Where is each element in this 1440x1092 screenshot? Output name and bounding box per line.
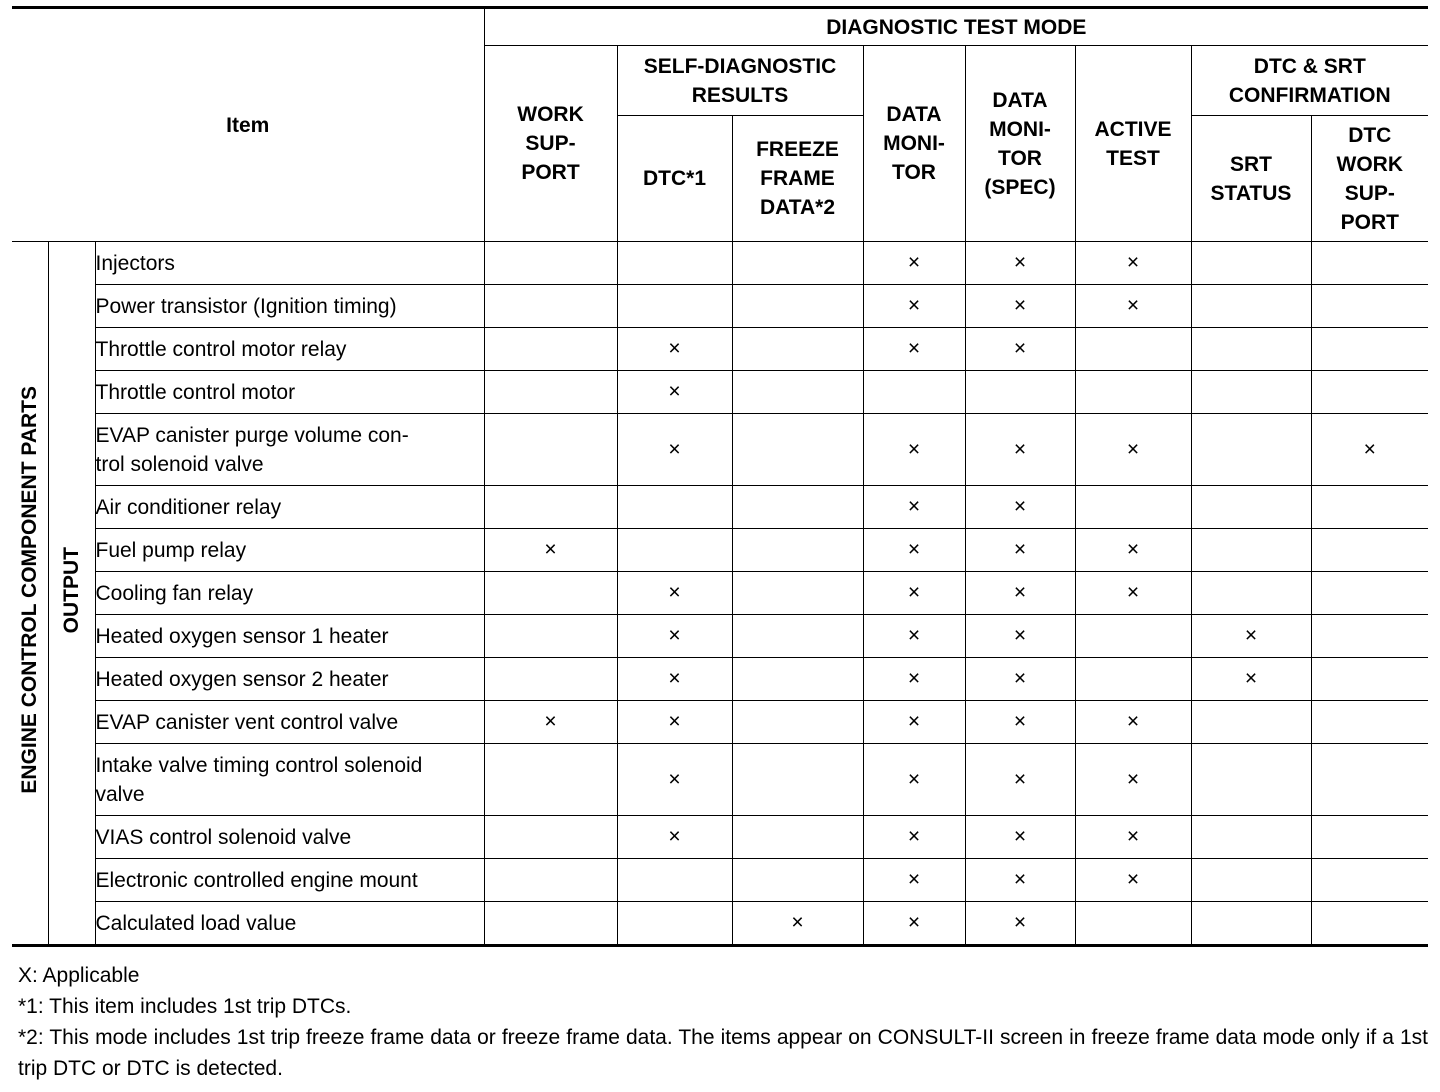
note-1: *1: This item includes 1st trip DTCs. bbox=[18, 995, 352, 1018]
empty-cell bbox=[732, 816, 863, 859]
empty-cell bbox=[484, 371, 617, 414]
empty-cell bbox=[1311, 859, 1428, 902]
item-name: Cooling fan relay bbox=[95, 572, 484, 615]
diagnostic-mode-table bbox=[12, 6, 1428, 947]
applicable-mark: × bbox=[617, 572, 732, 615]
applicable-mark: × bbox=[863, 242, 965, 285]
empty-cell bbox=[484, 242, 617, 285]
empty-cell bbox=[1191, 529, 1311, 572]
empty-cell bbox=[484, 744, 617, 816]
data-monitor-spec-header: DATA MONI- TOR (SPEC) bbox=[965, 46, 1075, 242]
applicable-mark: × bbox=[617, 816, 732, 859]
data-monitor-header: DATA MONI- TOR bbox=[863, 46, 965, 242]
empty-cell bbox=[732, 744, 863, 816]
table-row bbox=[12, 902, 1428, 946]
empty-cell bbox=[1311, 658, 1428, 701]
empty-cell bbox=[617, 285, 732, 328]
empty-cell bbox=[1311, 529, 1428, 572]
applicable-mark: × bbox=[732, 902, 863, 946]
item-name: Injectors bbox=[95, 242, 484, 285]
applicable-mark: × bbox=[863, 285, 965, 328]
empty-cell bbox=[1311, 486, 1428, 529]
applicable-mark: × bbox=[863, 859, 965, 902]
empty-cell bbox=[732, 701, 863, 744]
applicable-mark: × bbox=[1075, 744, 1191, 816]
applicable-mark: × bbox=[965, 328, 1075, 371]
empty-cell bbox=[732, 486, 863, 529]
empty-cell bbox=[1075, 486, 1191, 529]
applicable-mark: × bbox=[863, 816, 965, 859]
item-name: EVAP canister vent control valve bbox=[95, 701, 484, 744]
empty-cell bbox=[1191, 902, 1311, 946]
active-test-header: ACTIVE TEST bbox=[1075, 46, 1191, 242]
diagnostic-test-mode-header: DIAGNOSTIC TEST MODE bbox=[484, 8, 1428, 46]
applicable-mark: × bbox=[965, 414, 1075, 486]
empty-cell bbox=[1191, 242, 1311, 285]
empty-cell bbox=[732, 529, 863, 572]
applicable-mark: × bbox=[965, 744, 1075, 816]
empty-cell bbox=[484, 328, 617, 371]
empty-cell bbox=[1191, 701, 1311, 744]
table-row bbox=[12, 371, 1428, 414]
table-row bbox=[12, 414, 1428, 486]
empty-cell bbox=[1191, 859, 1311, 902]
empty-cell bbox=[1191, 285, 1311, 328]
subgroup-label: OUTPUT bbox=[48, 242, 95, 946]
empty-cell bbox=[732, 285, 863, 328]
applicable-mark: × bbox=[1075, 816, 1191, 859]
applicable-mark: × bbox=[1075, 572, 1191, 615]
applicable-mark: × bbox=[863, 744, 965, 816]
item-name: Throttle control motor relay bbox=[95, 328, 484, 371]
empty-cell bbox=[732, 371, 863, 414]
applicable-mark: × bbox=[965, 658, 1075, 701]
note-2: *2: This mode includes 1st trip freeze frame data or freeze frame data. The items appear on CONSULT-II screen in freeze frame data mode only if a 1st trip DTC or DTC is detected. bbox=[18, 1026, 1428, 1080]
table-row bbox=[12, 701, 1428, 744]
item-name: Calculated load value bbox=[95, 902, 484, 946]
applicable-mark: × bbox=[863, 701, 965, 744]
freeze-frame-data-header: FREEZE FRAME DATA*2 bbox=[732, 116, 863, 242]
table-row bbox=[12, 285, 1428, 328]
item-name: Power transistor (Ignition timing) bbox=[95, 285, 484, 328]
applicable-mark: × bbox=[863, 615, 965, 658]
applicable-mark: × bbox=[965, 242, 1075, 285]
table-row bbox=[12, 816, 1428, 859]
applicable-mark: × bbox=[863, 902, 965, 946]
empty-cell bbox=[617, 529, 732, 572]
applicable-mark: × bbox=[1075, 242, 1191, 285]
applicable-mark: × bbox=[484, 529, 617, 572]
self-diagnostic-results-header: SELF-DIAGNOSTIC RESULTS bbox=[617, 46, 863, 116]
srt-status-header: SRT STATUS bbox=[1191, 116, 1311, 242]
empty-cell bbox=[732, 414, 863, 486]
applicable-mark: × bbox=[1075, 285, 1191, 328]
table-row bbox=[12, 658, 1428, 701]
empty-cell bbox=[1311, 744, 1428, 816]
table-row bbox=[12, 572, 1428, 615]
applicable-mark: × bbox=[1075, 859, 1191, 902]
applicable-mark: × bbox=[965, 285, 1075, 328]
empty-cell bbox=[1191, 572, 1311, 615]
applicable-mark: × bbox=[863, 414, 965, 486]
applicable-mark: × bbox=[617, 658, 732, 701]
note-applicable: X: Applicable bbox=[18, 964, 140, 987]
applicable-mark: × bbox=[965, 859, 1075, 902]
applicable-mark: × bbox=[1191, 658, 1311, 701]
empty-cell bbox=[484, 816, 617, 859]
item-header: Item bbox=[12, 8, 484, 242]
empty-cell bbox=[1311, 902, 1428, 946]
empty-cell bbox=[617, 902, 732, 946]
empty-cell bbox=[1075, 615, 1191, 658]
applicable-mark: × bbox=[965, 529, 1075, 572]
applicable-mark: × bbox=[617, 414, 732, 486]
applicable-mark: × bbox=[863, 529, 965, 572]
empty-cell bbox=[732, 615, 863, 658]
empty-cell bbox=[1311, 285, 1428, 328]
footnotes bbox=[18, 960, 1428, 1084]
applicable-mark: × bbox=[965, 816, 1075, 859]
empty-cell bbox=[732, 328, 863, 371]
applicable-mark: × bbox=[617, 744, 732, 816]
empty-cell bbox=[484, 486, 617, 529]
empty-cell bbox=[1075, 371, 1191, 414]
empty-cell bbox=[863, 371, 965, 414]
empty-cell bbox=[1191, 328, 1311, 371]
empty-cell bbox=[965, 371, 1075, 414]
work-support-header: WORK SUP- PORT bbox=[484, 46, 617, 242]
empty-cell bbox=[1311, 572, 1428, 615]
empty-cell bbox=[1075, 658, 1191, 701]
item-name: Fuel pump relay bbox=[95, 529, 484, 572]
item-name: Heated oxygen sensor 1 heater bbox=[95, 615, 484, 658]
empty-cell bbox=[732, 859, 863, 902]
empty-cell bbox=[484, 658, 617, 701]
group-label: ENGINE CONTROL COMPONENT PARTS bbox=[12, 242, 48, 946]
applicable-mark: × bbox=[1191, 615, 1311, 658]
item-name: Air conditioner relay bbox=[95, 486, 484, 529]
applicable-mark: × bbox=[965, 572, 1075, 615]
empty-cell bbox=[484, 615, 617, 658]
empty-cell bbox=[732, 242, 863, 285]
applicable-mark: × bbox=[617, 701, 732, 744]
empty-cell bbox=[1075, 902, 1191, 946]
table-row bbox=[12, 615, 1428, 658]
empty-cell bbox=[617, 859, 732, 902]
applicable-mark: × bbox=[863, 658, 965, 701]
dtc-header: DTC*1 bbox=[617, 116, 732, 242]
applicable-mark: × bbox=[484, 701, 617, 744]
applicable-mark: × bbox=[617, 328, 732, 371]
applicable-mark: × bbox=[1311, 414, 1428, 486]
empty-cell bbox=[1075, 328, 1191, 371]
empty-cell bbox=[484, 285, 617, 328]
table-body bbox=[12, 242, 1428, 946]
empty-cell bbox=[484, 572, 617, 615]
dtc-work-support-header: DTC WORK SUP- PORT bbox=[1311, 116, 1428, 242]
table-row bbox=[12, 242, 1428, 285]
empty-cell bbox=[1191, 744, 1311, 816]
empty-cell bbox=[1191, 414, 1311, 486]
applicable-mark: × bbox=[1075, 529, 1191, 572]
applicable-mark: × bbox=[617, 615, 732, 658]
applicable-mark: × bbox=[965, 902, 1075, 946]
item-name: Intake valve timing control solenoid valve bbox=[95, 744, 484, 816]
empty-cell bbox=[732, 658, 863, 701]
item-name: Electronic controlled engine mount bbox=[95, 859, 484, 902]
empty-cell bbox=[1311, 371, 1428, 414]
empty-cell bbox=[617, 486, 732, 529]
empty-cell bbox=[1191, 816, 1311, 859]
table-row bbox=[12, 859, 1428, 902]
empty-cell bbox=[1311, 328, 1428, 371]
item-name: EVAP canister purge volume con- trol solenoid valve bbox=[95, 414, 484, 486]
item-name: Heated oxygen sensor 2 heater bbox=[95, 658, 484, 701]
table-row bbox=[12, 328, 1428, 371]
empty-cell bbox=[484, 902, 617, 946]
applicable-mark: × bbox=[863, 486, 965, 529]
item-name: VIAS control solenoid valve bbox=[95, 816, 484, 859]
dtc-srt-confirmation-header: DTC & SRT CONFIRMATION bbox=[1191, 46, 1428, 116]
table-row bbox=[12, 529, 1428, 572]
empty-cell bbox=[484, 414, 617, 486]
applicable-mark: × bbox=[863, 572, 965, 615]
applicable-mark: × bbox=[1075, 414, 1191, 486]
empty-cell bbox=[1191, 486, 1311, 529]
table-row bbox=[12, 486, 1428, 529]
applicable-mark: × bbox=[617, 371, 732, 414]
item-name: Throttle control motor bbox=[95, 371, 484, 414]
empty-cell bbox=[1311, 701, 1428, 744]
empty-cell bbox=[1311, 615, 1428, 658]
applicable-mark: × bbox=[863, 328, 965, 371]
applicable-mark: × bbox=[1075, 701, 1191, 744]
empty-cell bbox=[1311, 816, 1428, 859]
applicable-mark: × bbox=[965, 701, 1075, 744]
empty-cell bbox=[617, 242, 732, 285]
applicable-mark: × bbox=[965, 486, 1075, 529]
empty-cell bbox=[1311, 242, 1428, 285]
table-row bbox=[12, 744, 1428, 816]
applicable-mark: × bbox=[965, 615, 1075, 658]
empty-cell bbox=[1191, 371, 1311, 414]
empty-cell bbox=[732, 572, 863, 615]
empty-cell bbox=[484, 859, 617, 902]
